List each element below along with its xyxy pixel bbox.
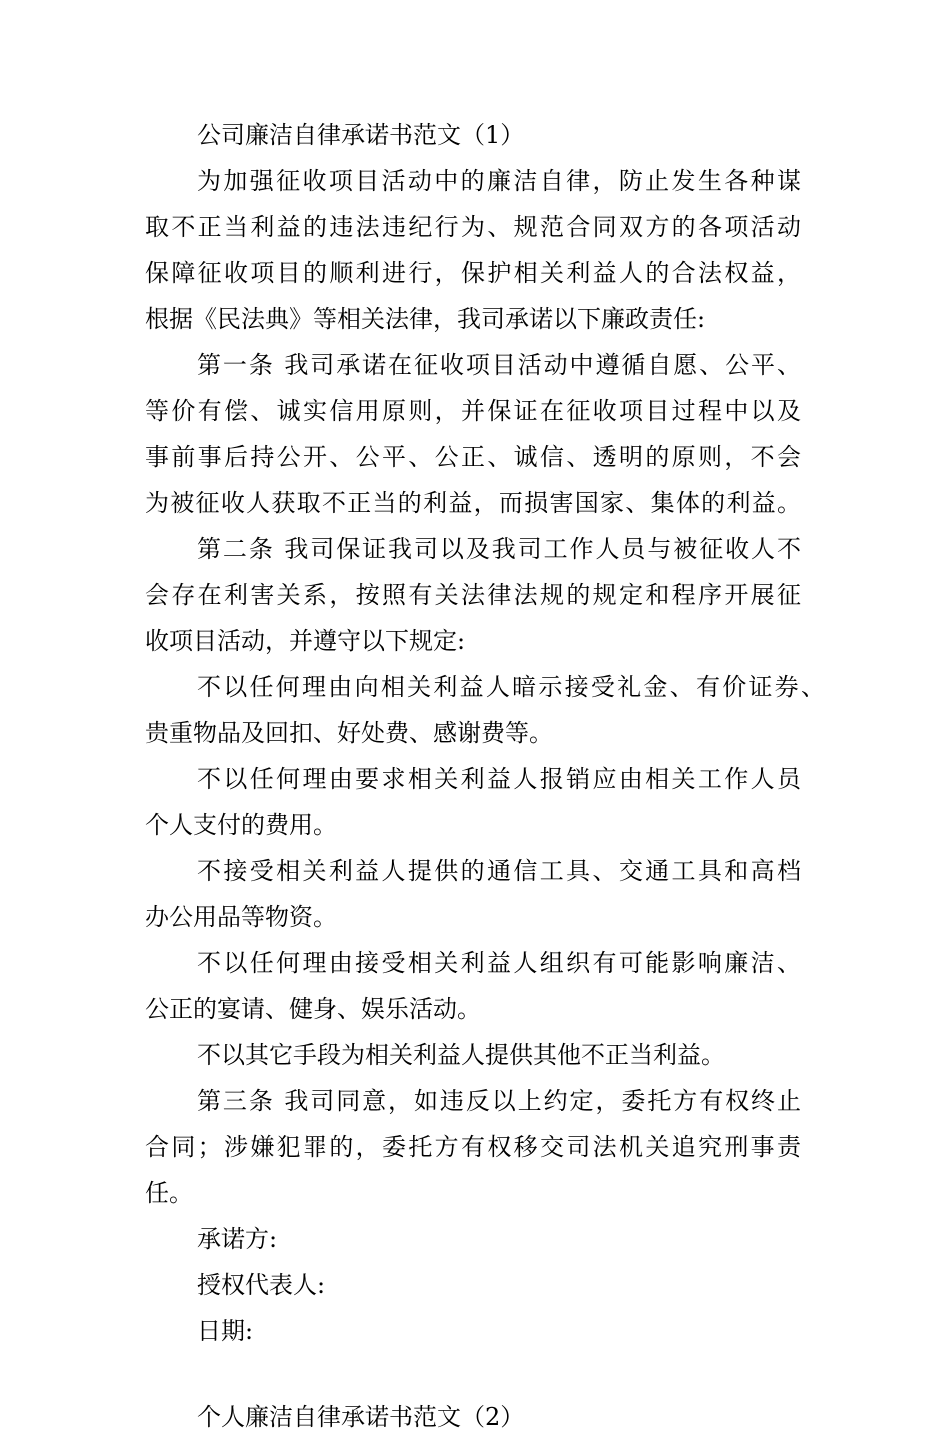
document-title-2: 个人廉洁自律承诺书范文（2） <box>197 1403 525 1431</box>
representative-label: 授权代表人: <box>197 1271 326 1299</box>
rule-line: 贵重物品及回扣、好处费、感谢费等。 <box>145 719 553 747</box>
rule-line: 不接受相关利益人提供的通信工具、交通工具和高档 <box>197 857 801 885</box>
article-3-line: 第三条 我司同意，如违反以上约定，委托方有权终止 <box>197 1087 801 1115</box>
article-1-line: 事前事后持公开、公平、公正、诚信、透明的原则，不会 <box>145 443 801 471</box>
document-title-1: 公司廉洁自律承诺书范文（1） <box>197 121 525 149</box>
article-2-line: 收项目活动，并遵守以下规定: <box>145 627 466 655</box>
paragraph-line: 取不正当利益的违法违纪行为、规范合同双方的各项活动 <box>145 213 801 241</box>
article-3-line: 合同；涉嫌犯罪的，委托方有权移交司法机关追究刑事责 <box>145 1133 801 1161</box>
rule-line: 不以任何理由向相关利益人暗示接受礼金、有价证券、 <box>197 673 825 701</box>
article-1-line: 第一条 我司承诺在征收项目活动中遵循自愿、公平、 <box>197 351 801 379</box>
signatory-label: 承诺方: <box>197 1225 278 1253</box>
paragraph-line: 根据《民法典》等相关法律，我司承诺以下廉政责任: <box>145 305 706 333</box>
paragraph-line: 保障征收项目的顺利进行，保护相关利益人的合法权益， <box>145 259 801 287</box>
rule-line: 办公用品等物资。 <box>145 903 337 931</box>
article-2-line: 会存在利害关系，按照有关法律法规的规定和程序开展征 <box>145 581 801 609</box>
article-3-line: 任。 <box>145 1179 193 1207</box>
rule-line: 不以任何理由要求相关利益人报销应由相关工作人员 <box>197 765 801 793</box>
article-1-line: 等价有偿、诚实信用原则，并保证在征收项目过程中以及 <box>145 397 801 425</box>
rule-line: 公正的宴请、健身、娱乐活动。 <box>145 995 481 1023</box>
rule-line: 个人支付的费用。 <box>145 811 337 839</box>
rule-line: 不以其它手段为相关利益人提供其他不正当利益。 <box>197 1041 725 1069</box>
article-1-line: 为被征收人获取不正当的利益，而损害国家、集体的利益。 <box>145 489 801 517</box>
rule-line: 不以任何理由接受相关利益人组织有可能影响廉洁、 <box>197 949 801 977</box>
article-2-line: 第二条 我司保证我司以及我司工作人员与被征收人不 <box>197 535 801 563</box>
paragraph-line: 为加强征收项目活动中的廉洁自律，防止发生各种谋 <box>197 167 801 195</box>
date-label: 日期: <box>197 1317 254 1345</box>
